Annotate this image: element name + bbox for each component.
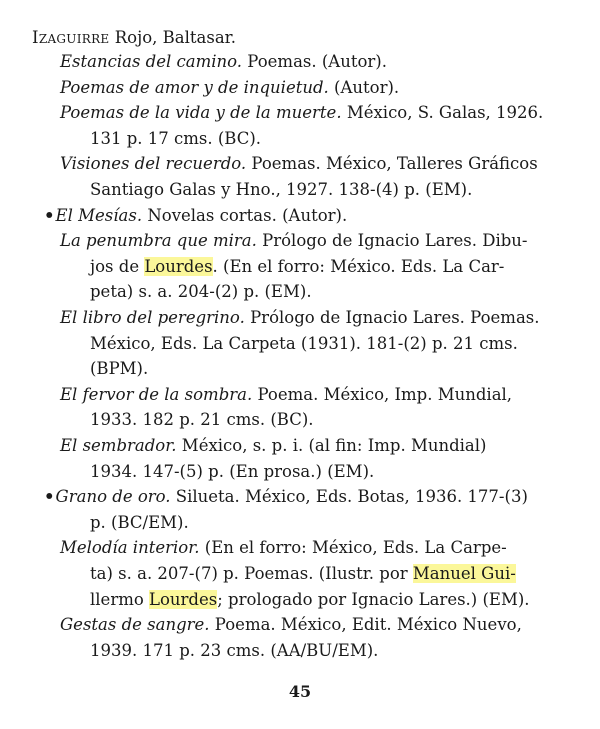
page-number: 45 bbox=[288, 682, 312, 701]
highlighted-text: Lourdes bbox=[149, 589, 218, 609]
entry-details: ; prologado por Ignacio Lares.) (EM). bbox=[217, 589, 530, 609]
highlighted-text: Lourdes bbox=[144, 256, 213, 276]
entry-title-line bbox=[44, 487, 528, 507]
entry-title: Visiones del recuerdo. bbox=[60, 154, 247, 174]
entry-title: El Mesías. bbox=[55, 205, 143, 225]
entry-continuation-line bbox=[90, 180, 472, 200]
entry-details: (Autor). bbox=[328, 77, 400, 97]
author-heading bbox=[32, 28, 236, 48]
entry-details: llermo bbox=[90, 589, 150, 609]
entry-continuation-line bbox=[90, 564, 516, 584]
author-surname: Izaguirre bbox=[32, 28, 110, 47]
entry-title-line bbox=[60, 231, 528, 251]
entry-continuation-line bbox=[90, 462, 374, 482]
entry-details: 1934. 147-(5) p. (En prosa.) (EM). bbox=[90, 461, 375, 481]
entry-title: Poemas de amor y de inquietud. bbox=[60, 77, 329, 97]
entry-details: ta) s. a. 207-(7) p. Poemas. (Ilustr. por bbox=[90, 564, 413, 583]
entry-details: p. (BC/EM). bbox=[90, 512, 189, 532]
author-given-names: Rojo, Baltasar. bbox=[109, 28, 236, 47]
entry-details: . (En el forro: México. Eds. La Car- bbox=[212, 256, 505, 276]
entry-continuation-line bbox=[90, 590, 530, 610]
entry-title: El fervor de la sombra. bbox=[60, 384, 253, 404]
entry-details: 1939. 171 p. 23 cms. (AA/BU/EM). bbox=[90, 640, 379, 660]
entry-continuation-line bbox=[90, 359, 148, 379]
entry-title-line bbox=[60, 78, 399, 98]
entry-continuation-line bbox=[90, 334, 518, 354]
entry-details: Prólogo de Ignacio Lares. Dibu- bbox=[256, 231, 528, 251]
entry-details: Prólogo de Ignacio Lares. Poemas. bbox=[244, 308, 540, 327]
bullet-marker: • bbox=[44, 205, 55, 225]
entry-title: El sembrador. bbox=[60, 436, 177, 455]
entry-details: México, S. Galas, 1926. bbox=[341, 103, 544, 123]
entry-details: (BPM). bbox=[90, 359, 149, 379]
entry-title-line bbox=[60, 103, 543, 123]
entry-details: 131 p. 17 cms. (BC). bbox=[90, 128, 262, 148]
entry-title: Estancias del camino. bbox=[60, 52, 243, 71]
entry-details: Poemas. México, Talleres Gráficos bbox=[246, 154, 538, 174]
entry-details: Novelas cortas. (Autor). bbox=[142, 205, 348, 225]
entry-continuation-line bbox=[90, 282, 312, 302]
entry-title-line bbox=[60, 436, 486, 456]
entry-title: Melodía interior. bbox=[60, 538, 200, 558]
entry-details: Poemas. (Autor). bbox=[242, 52, 387, 71]
entry-title-line bbox=[60, 154, 538, 174]
entry-details: (En el forro: México, Eds. La Carpe- bbox=[199, 538, 507, 558]
entry-title: La penumbra que mira. bbox=[60, 231, 257, 251]
entry-title-line bbox=[60, 538, 507, 558]
entry-title-line bbox=[60, 385, 512, 405]
entry-continuation-line bbox=[90, 129, 261, 149]
entry-details: jos de bbox=[90, 256, 145, 276]
entry-title-line bbox=[44, 206, 347, 226]
entry-details: México, s. p. i. (al fin: Imp. Mundial) bbox=[176, 436, 487, 455]
entry-continuation-line bbox=[90, 257, 504, 277]
entry-details: Silueta. México, Eds. Botas, 1936. 177-(3) bbox=[170, 487, 528, 507]
entry-details: peta) s. a. 204-(2) p. (EM). bbox=[90, 282, 312, 302]
entry-details: Poema. México, Edit. México Nuevo, bbox=[209, 615, 522, 635]
entry-details: México, Eds. La Carpeta (1931). 181-(2) p. 21 cms. bbox=[90, 333, 518, 353]
entry-continuation-line bbox=[90, 513, 189, 533]
entry-title: Poemas de la vida y de la muerte. bbox=[60, 103, 342, 123]
entry-details: 1933. 182 p. 21 cms. (BC). bbox=[90, 410, 314, 430]
entry-title: Gestas de sangre. bbox=[60, 615, 210, 635]
bullet-marker: • bbox=[44, 487, 55, 507]
entry-continuation-line bbox=[90, 641, 378, 661]
entry-continuation-line bbox=[90, 410, 314, 430]
entry-title-line bbox=[60, 615, 522, 635]
entry-details: Santiago Galas y Hno., 1927. 138-(4) p. (EM). bbox=[90, 180, 473, 199]
entry-title: El libro del peregrino. bbox=[60, 308, 245, 327]
entry-details: Poema. México, Imp. Mundial, bbox=[252, 384, 513, 404]
entry-title-line bbox=[60, 52, 387, 72]
entry-title: Grano de oro. bbox=[55, 487, 171, 507]
highlighted-text: Manuel Gui- bbox=[412, 564, 516, 583]
entry-title-line bbox=[60, 308, 540, 328]
